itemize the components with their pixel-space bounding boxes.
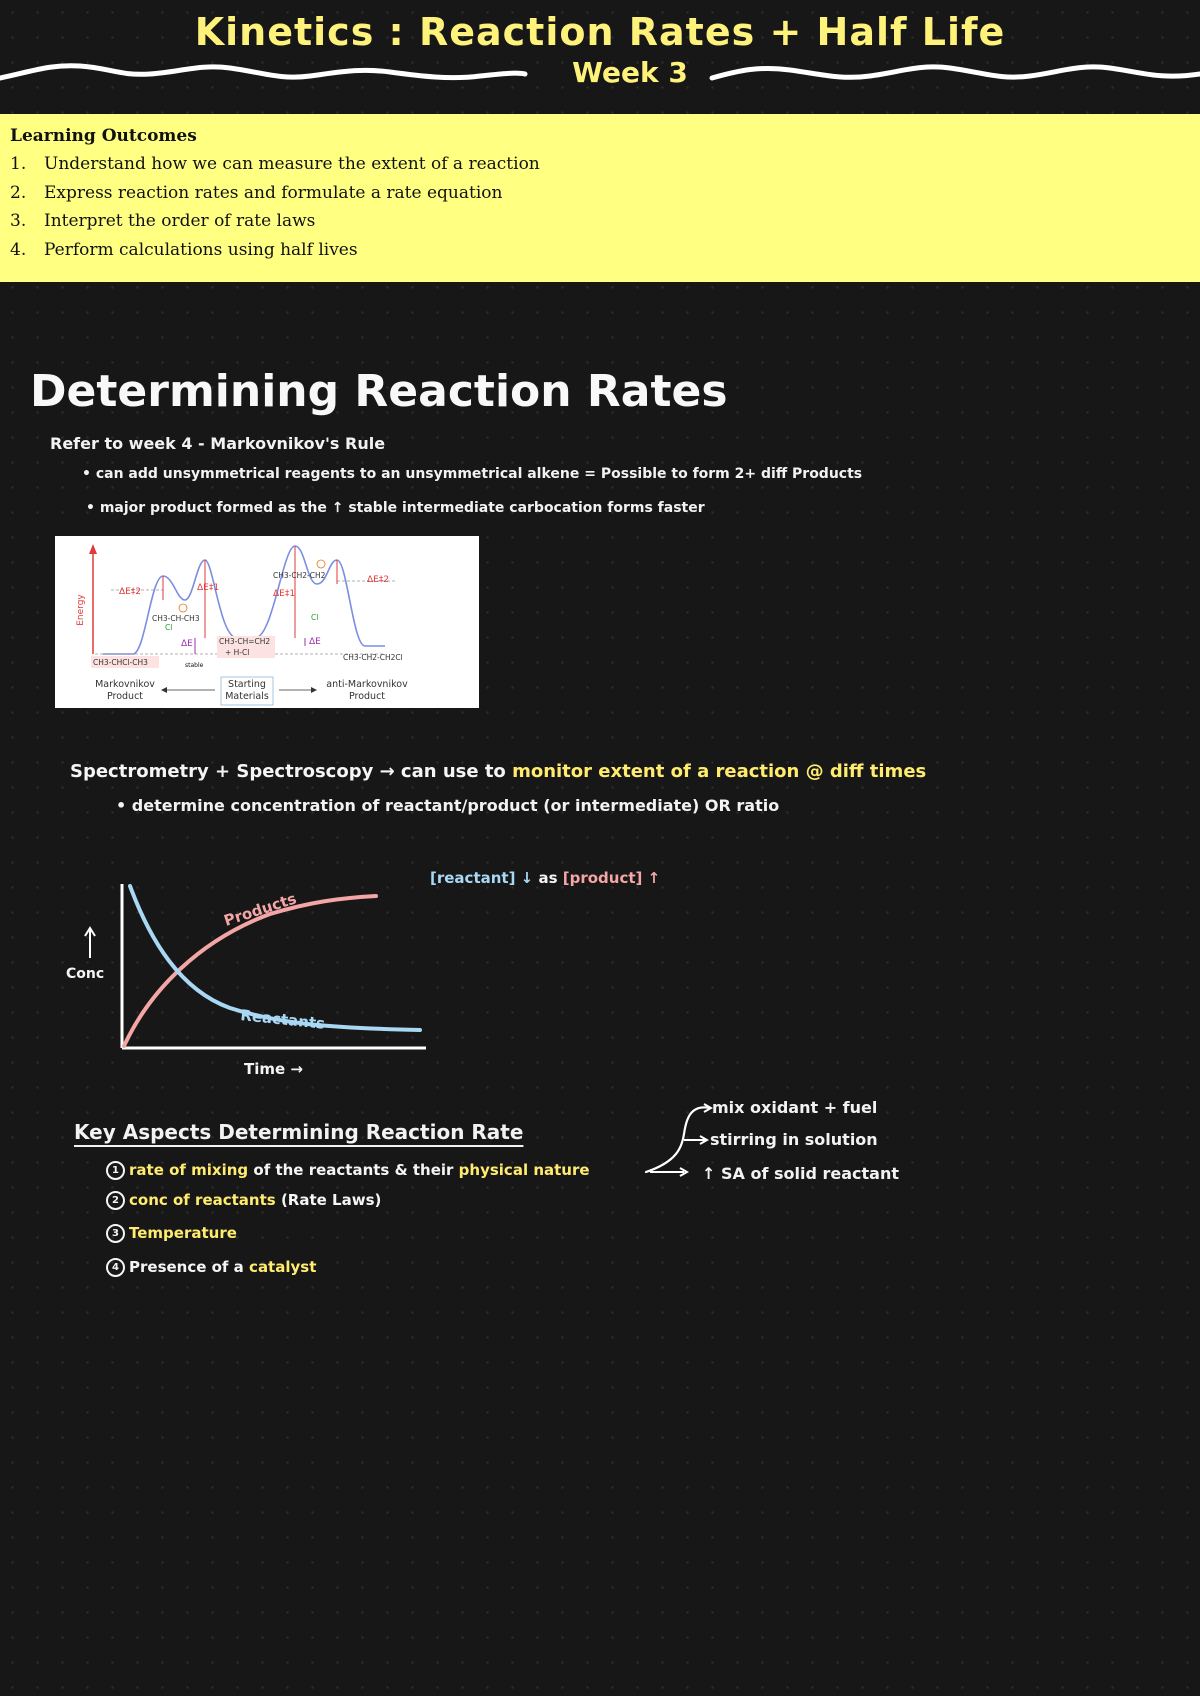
right-arrow-head [311,687,317,693]
starting-materials-formula: CH3-CH=CH2 [219,637,271,646]
product-note: [product] ↑ [562,869,661,887]
list-item [106,1258,316,1277]
spectro-sub-note: • determine concentration of reactant/product (or intermediate) OR ratio [116,796,780,815]
bullet-text: major product formed as the ↑ stable intermediate carbocation forms faster [99,500,705,516]
spectro-lead: Spectrometry + Spectroscopy → can use to [70,761,506,782]
starting-materials-label: Materials [225,691,269,702]
learning-outcomes-list [10,150,1190,264]
item-number: 1 [106,1161,125,1180]
refer-note: Refer to week 4 - Markovnikov's Rule [50,434,386,453]
delta-e-label: ΔE‡2 [119,587,142,597]
reactants-label: Reactants [239,1006,326,1033]
cation-label: CH3-CH2-CH2 [273,571,326,580]
energy-diagram [55,536,479,708]
item-number: 3 [106,1224,125,1243]
item-text: Interpret the order of rate laws [44,211,316,231]
aspect-text: Presence of a [129,1258,244,1276]
y-axis-label: Conc [66,966,105,982]
chloride-label: Cl [165,623,173,632]
spectro-highlight: monitor extent of a reaction @ diff times [512,761,927,782]
section-title: Determining Reaction Rates [30,366,728,417]
aspect-highlight: rate of mixing [129,1161,249,1179]
aspect-text: of the reactants & their [253,1161,454,1179]
delta-e-label: ΔE [181,639,193,649]
item-text: Understand how we can measure the extent of a reaction [44,154,540,174]
cation-label: CH3-CH-CH3 [152,614,200,623]
learning-outcomes-heading: Learning Outcomes [10,126,197,146]
as-note: as [538,869,558,887]
hcl-formula: + H-Cl [225,648,250,657]
anti-markovnikov-label: Product [348,691,386,702]
chloride-label: Cl [311,613,319,622]
item-number: 3. [10,211,27,231]
item-number: 2. [10,182,27,203]
product-formula: CH3-CH2-CH2Cl [343,653,403,662]
bullet-note: • major product formed as the ↑ stable intermediate carbocation forms faster [86,500,705,516]
item-text: Perform calculations using half lives [44,239,358,260]
graph-note [430,869,660,887]
x-axis-label: Time → [244,1060,303,1078]
key-aspects-title: Key Aspects Determining Reaction Rate [74,1120,524,1144]
mixing-note: mix oxidant + fuel [712,1098,878,1117]
delta-e-label: ΔE‡2 [367,575,390,585]
item-number: 4 [106,1258,125,1277]
cation-charge-icon [179,604,187,612]
bullet-note: • can add unsymmetrical reagents to an unsymmetrical alkene = Possible to form 2+ diff Products [82,466,863,482]
spectro-note [70,761,926,782]
aspect-text: (Rate Laws) [280,1191,382,1209]
mixing-note: ↑ SA of solid reactant [702,1164,899,1183]
cation-charge-icon [317,560,325,568]
list-item [106,1224,237,1243]
item-text: Express reaction rates and formulate a rate equation [44,182,503,203]
list-item [10,150,1190,179]
energy-axis-arrow [89,544,97,554]
concentration-graph [60,870,440,1080]
item-number: 4. [10,239,27,260]
list-item [10,236,1190,265]
delta-e-label: ΔE‡1 [197,583,220,593]
list-item [10,179,1190,208]
reactant-note: [reactant] ↓ [430,869,534,887]
week-subtitle: Week 3 [572,56,688,89]
delta-e-label: ΔE‡1 [273,589,296,599]
products-label: Products [221,889,299,930]
mixing-note: stirring in solution [710,1130,878,1149]
list-item [106,1161,590,1180]
bullet-text: can add unsymmetrical reagents to an unsymmetrical alkene = Possible to form 2+ diff Products [95,466,863,482]
item-number: 1. [10,154,27,174]
left-arrow-head [161,687,167,693]
page-title: Kinetics : Reaction Rates + Half Life [194,10,1006,54]
stable-note: stable [185,662,204,669]
markovnikov-label: Product [106,691,144,702]
aspect-highlight: Temperature [129,1224,237,1242]
learning-outcomes-box [0,114,1200,282]
anti-markovnikov-label: anti-Markovnikov [326,679,408,690]
aspect-highlight: physical nature [458,1161,590,1179]
markovnikov-label: Markovnikov [95,679,155,690]
aspect-highlight: catalyst [249,1258,317,1276]
item-number: 2 [106,1191,125,1210]
list-item [106,1191,381,1210]
energy-axis-label: Energy [76,594,86,626]
starting-materials-label: Starting [228,679,266,690]
product-formula: CH3-CHCl-CH3 [93,658,148,667]
list-item [10,207,1190,236]
aspect-highlight: conc of reactants [129,1191,276,1209]
delta-e-label: ΔE [309,637,321,647]
